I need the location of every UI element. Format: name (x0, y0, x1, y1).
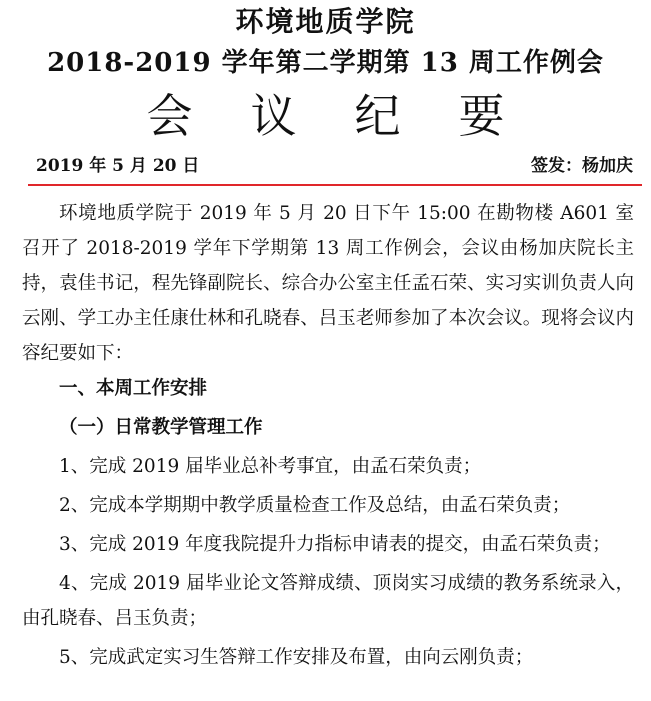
document-date: 2019 年 5 月 20 日 (36, 156, 200, 176)
list-item: 5、完成武定实习生答辩工作安排及布置，由向云刚负责； (59, 647, 534, 668)
meeting-title: 2018-2019 学年第二学期第 13 周工作例会 (47, 48, 604, 78)
list-item: 1、完成 2019 届毕业总补考事宜，由孟石荣负责； (59, 456, 482, 477)
list-item: 3、完成 2019 年度我院提升力指标申请表的提交，由孟石荣负责； (59, 534, 611, 555)
document-body (22, 196, 634, 675)
list-item: 2、完成本学期期中教学质量检查工作及总结，由孟石荣负责； (59, 495, 571, 516)
intro-paragraph: 环境地质学院于 2019 年 5 月 20 日下午 15:00 在勘物楼 A601 室召开了 2018-2019 学年下学期第 13 周工作例会，会议由杨加庆院长主持，袁佳书记，程先锋副院长、综合办公室主任孟石荣、实习实训负责人向云刚、学工办主任康仕林和孔晓春、吕玉老师参加了本次会议。现将会议内容纪要如下： (22, 203, 634, 364)
org-title: 环境地质学院 (235, 5, 416, 38)
document-type-title: 会议纪要 (146, 89, 563, 143)
section-heading: 一、本周工作安排 (59, 378, 208, 399)
list-item: 4、完成 2019 届毕业论文答辩成绩、顶岗实习成绩的教务系统录入，由孔晓春、吕玉负责； (22, 573, 634, 629)
subsection-heading: （一）日常教学管理工作 (59, 417, 263, 438)
signer: 签发：杨加庆 (531, 156, 633, 176)
red-divider (28, 184, 642, 186)
